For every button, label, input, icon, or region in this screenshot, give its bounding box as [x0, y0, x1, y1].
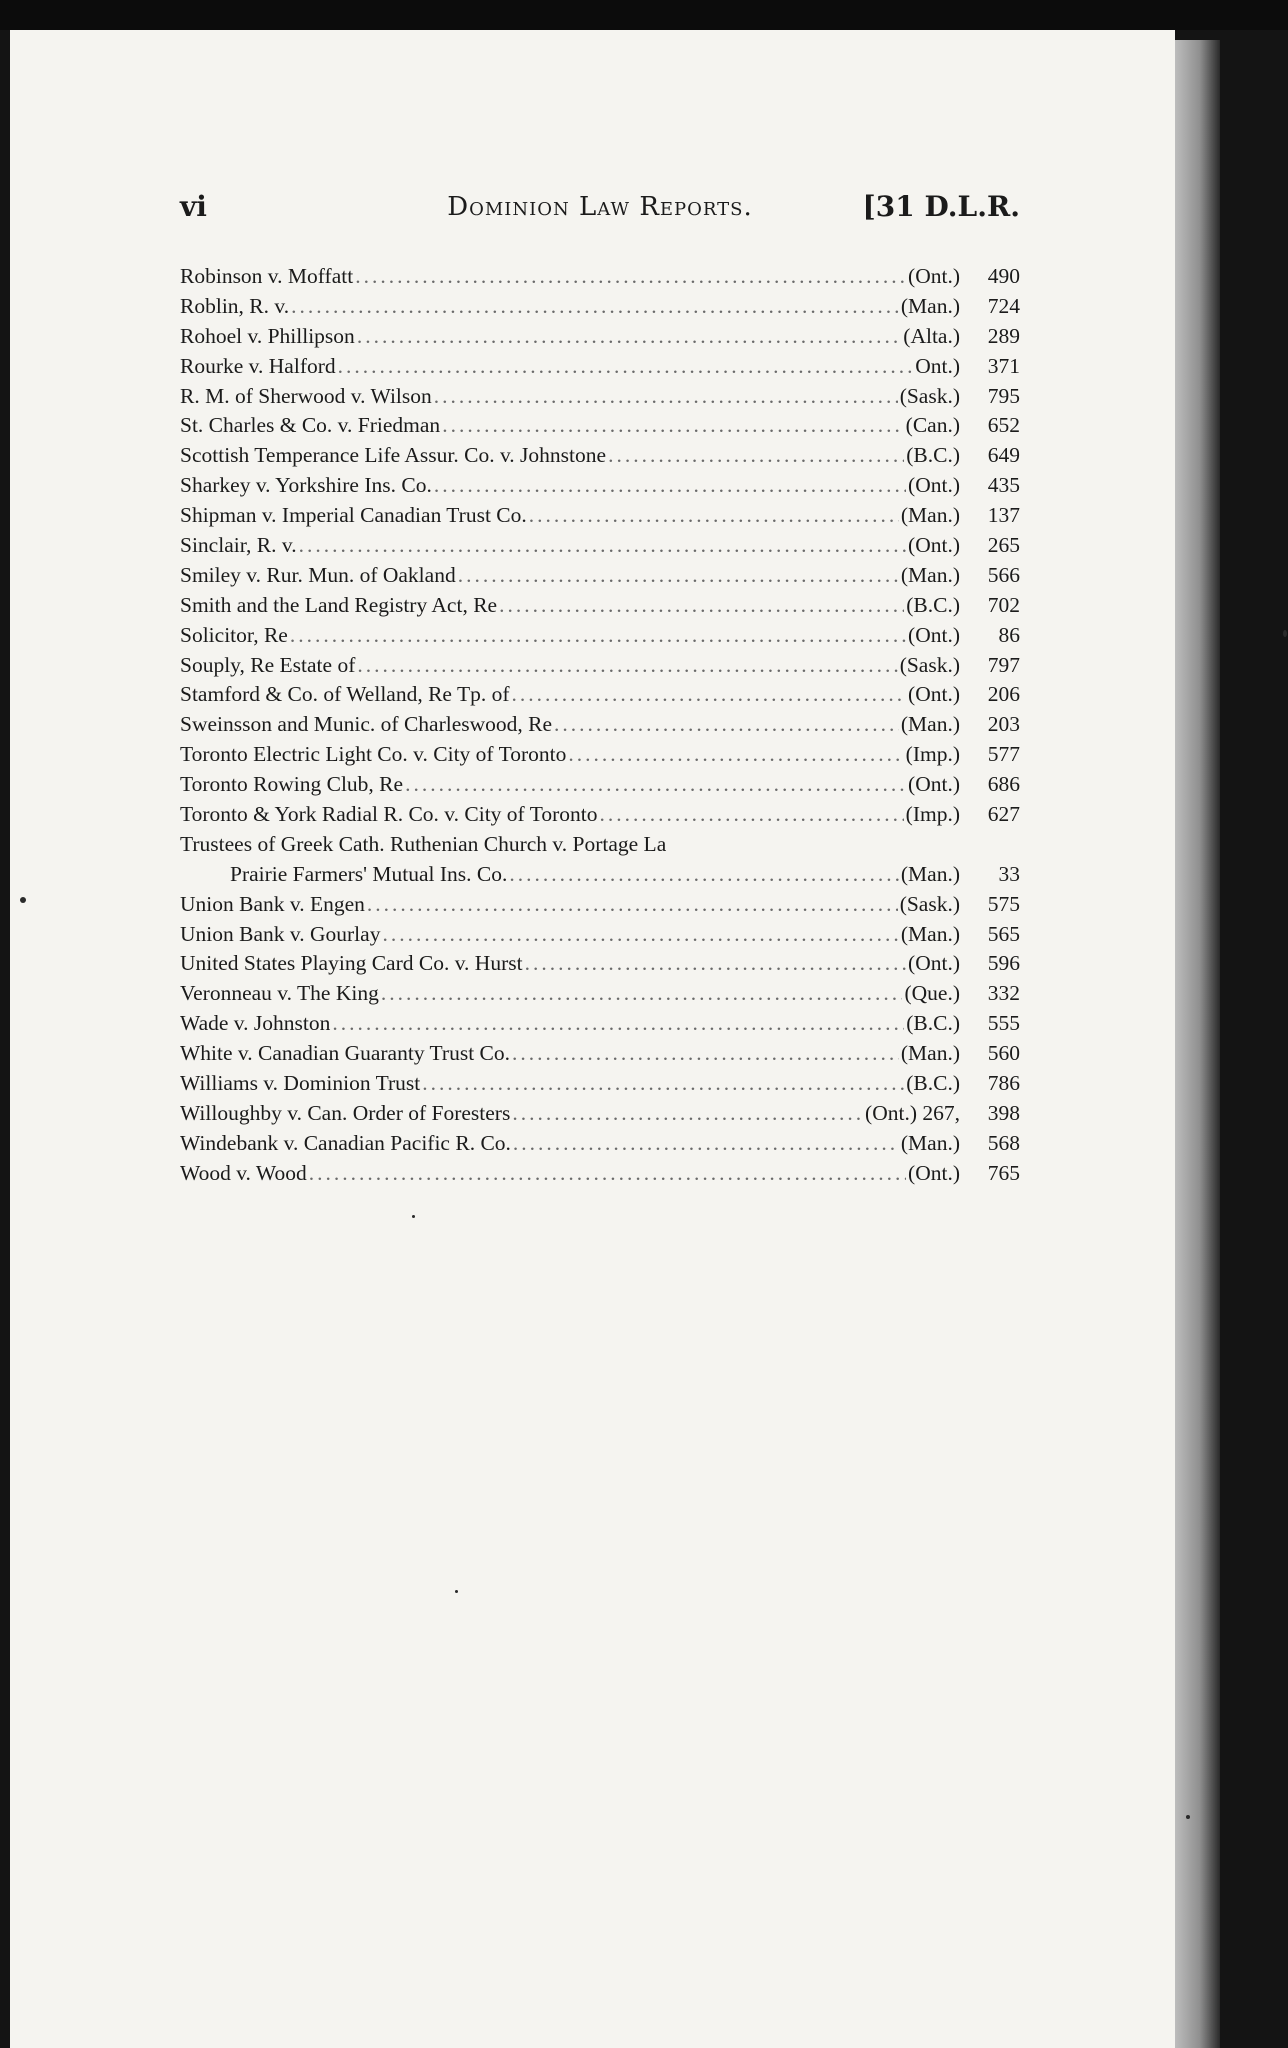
case-title: United States Playing Card Co. v. Hurst — [180, 951, 523, 976]
index-entry — [180, 680, 1020, 710]
page-ref: 565 — [987, 921, 1020, 946]
case-title: Willoughby v. Can. Order of Foresters — [180, 1100, 511, 1125]
case-title: Prairie Farmers' Mutual Ins. Co. — [230, 861, 508, 886]
court-abbrev: (B.C.) — [906, 592, 960, 617]
court-abbrev: (Man.) — [900, 861, 960, 886]
page-ref: 33 — [998, 861, 1020, 886]
case-title: Union Bank v. Engen — [180, 891, 365, 916]
court-abbrev: (B.C.) — [906, 1011, 960, 1036]
page-ref: 786 — [987, 1071, 1020, 1096]
court-abbrev: (B.C.) — [906, 443, 960, 468]
index-entry — [180, 382, 1020, 412]
index-entry — [180, 740, 1020, 770]
index-entry — [180, 979, 1020, 1009]
dot-leader — [529, 501, 899, 531]
scan-speck — [20, 897, 26, 903]
page-ref: 568 — [987, 1130, 1020, 1155]
index-entry — [180, 441, 1020, 471]
court-abbrev: (Man.) — [900, 503, 960, 528]
court-abbrev: (Man.) — [900, 1130, 960, 1155]
dot-leader — [332, 1009, 904, 1039]
page-ref: 289 — [987, 323, 1020, 348]
page-header — [180, 190, 1020, 230]
dot-leader — [381, 979, 903, 1009]
scan-top-border — [0, 0, 1288, 30]
court-abbrev: (Ont.) — [908, 473, 960, 498]
case-title: Scottish Temperance Life Assur. Co. v. Johnstone — [180, 443, 607, 468]
court-abbrev: (B.C.) — [906, 1071, 960, 1096]
page-ref: 435 — [987, 473, 1020, 498]
dot-leader — [367, 890, 898, 920]
dot-leader — [512, 680, 907, 710]
dot-leader — [512, 1039, 899, 1069]
case-title: Smiley v. Rur. Mun. of Oakland — [180, 562, 456, 587]
court-abbrev: (Sask.) — [899, 652, 960, 677]
court-abbrev: (Ont.) — [908, 682, 960, 707]
page-ref: 702 — [987, 592, 1020, 617]
index-entry — [180, 352, 1020, 382]
index-entry — [180, 920, 1020, 950]
court-abbrev: (Ont.) — [908, 622, 960, 647]
page-ref: 332 — [987, 981, 1020, 1006]
index-entry — [180, 262, 1020, 292]
court-abbrev: (Ont.) 267, — [865, 1100, 960, 1125]
court-abbrev: (Ont.) — [908, 951, 960, 976]
running-title: Dominion Law Reports. — [447, 192, 753, 222]
index-entry — [180, 501, 1020, 531]
case-title: Sweinsson and Munic. of Charleswood, Re — [180, 712, 553, 737]
dot-leader — [291, 292, 899, 322]
case-title: Sinclair, R. v. — [180, 533, 297, 558]
index-entry — [180, 1069, 1020, 1099]
case-title: Toronto Rowing Club, Re — [180, 772, 404, 797]
dot-leader — [434, 382, 898, 412]
case-title: Trustees of Greek Cath. Ruthenian Church v. Portage La — [180, 831, 667, 856]
index-entry — [180, 890, 1020, 920]
court-abbrev: (Man.) — [900, 562, 960, 587]
case-title: Stamford & Co. of Welland, Re Tp. of — [180, 682, 510, 707]
dot-leader — [442, 411, 903, 441]
court-abbrev: (Alta.) — [903, 323, 960, 348]
page-ref: 797 — [987, 652, 1020, 677]
court-abbrev: (Sask.) — [899, 383, 960, 408]
case-title: Windebank v. Canadian Pacific R. Co. — [180, 1130, 511, 1155]
index-entry — [180, 710, 1020, 740]
index-entry — [180, 830, 1020, 860]
case-title: Union Bank v. Gourlay — [180, 921, 381, 946]
index-entry — [180, 471, 1020, 501]
page-edge-shadow — [1175, 40, 1220, 2048]
dot-leader — [338, 352, 914, 382]
page-ref: 398 — [987, 1100, 1020, 1125]
case-title: Wood v. Wood — [180, 1160, 307, 1185]
index-entry — [180, 621, 1020, 651]
index-entry — [180, 1159, 1020, 1189]
case-title: Williams v. Dominion Trust — [180, 1071, 421, 1096]
case-title: Wade v. Johnston — [180, 1011, 331, 1036]
index-entry — [180, 1039, 1020, 1069]
index-entry — [180, 1129, 1020, 1159]
page-ref: 137 — [987, 503, 1020, 528]
page-number: vi — [180, 190, 207, 223]
scan-speck — [412, 1215, 415, 1218]
page-ref: 724 — [987, 293, 1020, 318]
dot-leader — [554, 710, 899, 740]
dot-leader — [525, 949, 906, 979]
case-title: Roblin, R. v. — [180, 293, 290, 318]
dot-leader — [382, 920, 898, 950]
dot-leader — [458, 561, 899, 591]
case-title: Smith and the Land Registry Act, Re — [180, 592, 498, 617]
court-abbrev: (Imp.) — [905, 802, 960, 827]
court-abbrev: (Man.) — [900, 1041, 960, 1066]
court-abbrev: (Ont.) — [908, 1160, 960, 1185]
case-index-list — [180, 262, 1020, 1189]
dot-leader — [499, 591, 904, 621]
page-ref: 627 — [987, 802, 1020, 827]
court-abbrev: (Man.) — [900, 293, 960, 318]
page-ref: 649 — [987, 443, 1020, 468]
index-entry — [180, 949, 1020, 979]
scan-speck — [1283, 630, 1287, 637]
case-title: Sharkey v. Yorkshire Ins. Co. — [180, 473, 432, 498]
page-ref: 203 — [987, 712, 1020, 737]
page-ref: 566 — [987, 562, 1020, 587]
court-abbrev: Ont.) — [915, 353, 960, 378]
page-ref: 575 — [987, 891, 1020, 916]
court-abbrev: (Can.) — [905, 413, 960, 438]
dot-leader — [309, 1159, 906, 1189]
index-entry — [180, 591, 1020, 621]
court-abbrev: (Imp.) — [905, 742, 960, 767]
index-entry — [180, 292, 1020, 322]
index-entry — [180, 411, 1020, 441]
case-title: Robinson v. Moffatt — [180, 264, 354, 288]
dot-leader — [357, 651, 897, 681]
case-title: Toronto & York Radial R. Co. v. City of Toronto — [180, 802, 598, 827]
case-title: Shipman v. Imperial Canadian Trust Co. — [180, 503, 527, 528]
index-entry — [180, 770, 1020, 800]
dot-leader — [512, 1099, 863, 1129]
case-title: Solicitor, Re — [180, 622, 288, 647]
case-title: White v. Canadian Guaranty Trust Co. — [180, 1041, 511, 1066]
page-ref: 371 — [987, 353, 1020, 378]
index-entry — [180, 561, 1020, 591]
court-abbrev: (Que.) — [904, 981, 960, 1006]
page-ref: 596 — [987, 951, 1020, 976]
page-ref: 765 — [987, 1160, 1020, 1185]
dot-leader — [422, 1069, 904, 1099]
index-entry-continuation — [180, 860, 1020, 890]
page-ref: 560 — [987, 1041, 1020, 1066]
index-entry — [180, 651, 1020, 681]
page-ref: 555 — [987, 1011, 1020, 1036]
page-ref: 206 — [987, 682, 1020, 707]
dot-leader — [299, 531, 906, 561]
dot-leader — [434, 471, 906, 501]
page-ref: 86 — [998, 622, 1020, 647]
page-ref: 795 — [987, 383, 1020, 408]
dot-leader — [290, 621, 906, 651]
dot-leader — [568, 740, 903, 770]
dot-leader — [509, 860, 899, 890]
page-ref: 577 — [987, 742, 1020, 767]
case-title: St. Charles & Co. v. Friedman — [180, 413, 441, 438]
case-title: Toronto Electric Light Co. v. City of Toronto — [180, 742, 567, 767]
court-abbrev: (Ont.) — [908, 264, 960, 288]
index-entry — [180, 1099, 1020, 1129]
index-entry — [180, 322, 1020, 352]
dot-leader — [357, 322, 901, 352]
page-ref: 265 — [987, 533, 1020, 558]
volume-label: [31 D.L.R. — [862, 190, 1020, 223]
page-ref: 490 — [987, 264, 1020, 288]
court-abbrev: (Ont.) — [908, 533, 960, 558]
scan-speck — [455, 1590, 458, 1593]
dot-leader — [513, 1129, 899, 1159]
case-title: Veronneau v. The King — [180, 981, 379, 1006]
court-abbrev: (Man.) — [900, 712, 960, 737]
dot-leader — [405, 770, 906, 800]
page-ref: 686 — [987, 772, 1020, 797]
court-abbrev: (Sask.) — [899, 891, 960, 916]
dot-leader — [355, 262, 906, 292]
dot-leader — [599, 800, 903, 830]
court-abbrev: (Man.) — [900, 921, 960, 946]
court-abbrev: (Ont.) — [908, 772, 960, 797]
case-title: R. M. of Sherwood v. Wilson — [180, 383, 432, 408]
page-ref: 652 — [987, 413, 1020, 438]
case-title: Souply, Re Estate of — [180, 652, 356, 677]
index-entry — [180, 1009, 1020, 1039]
dot-leader — [608, 441, 904, 471]
case-title: Rourke v. Halford — [180, 353, 336, 378]
index-entry — [180, 531, 1020, 561]
scan-speck — [1186, 1815, 1190, 1819]
case-title: Rohoel v. Phillipson — [180, 323, 355, 348]
index-entry — [180, 800, 1020, 830]
